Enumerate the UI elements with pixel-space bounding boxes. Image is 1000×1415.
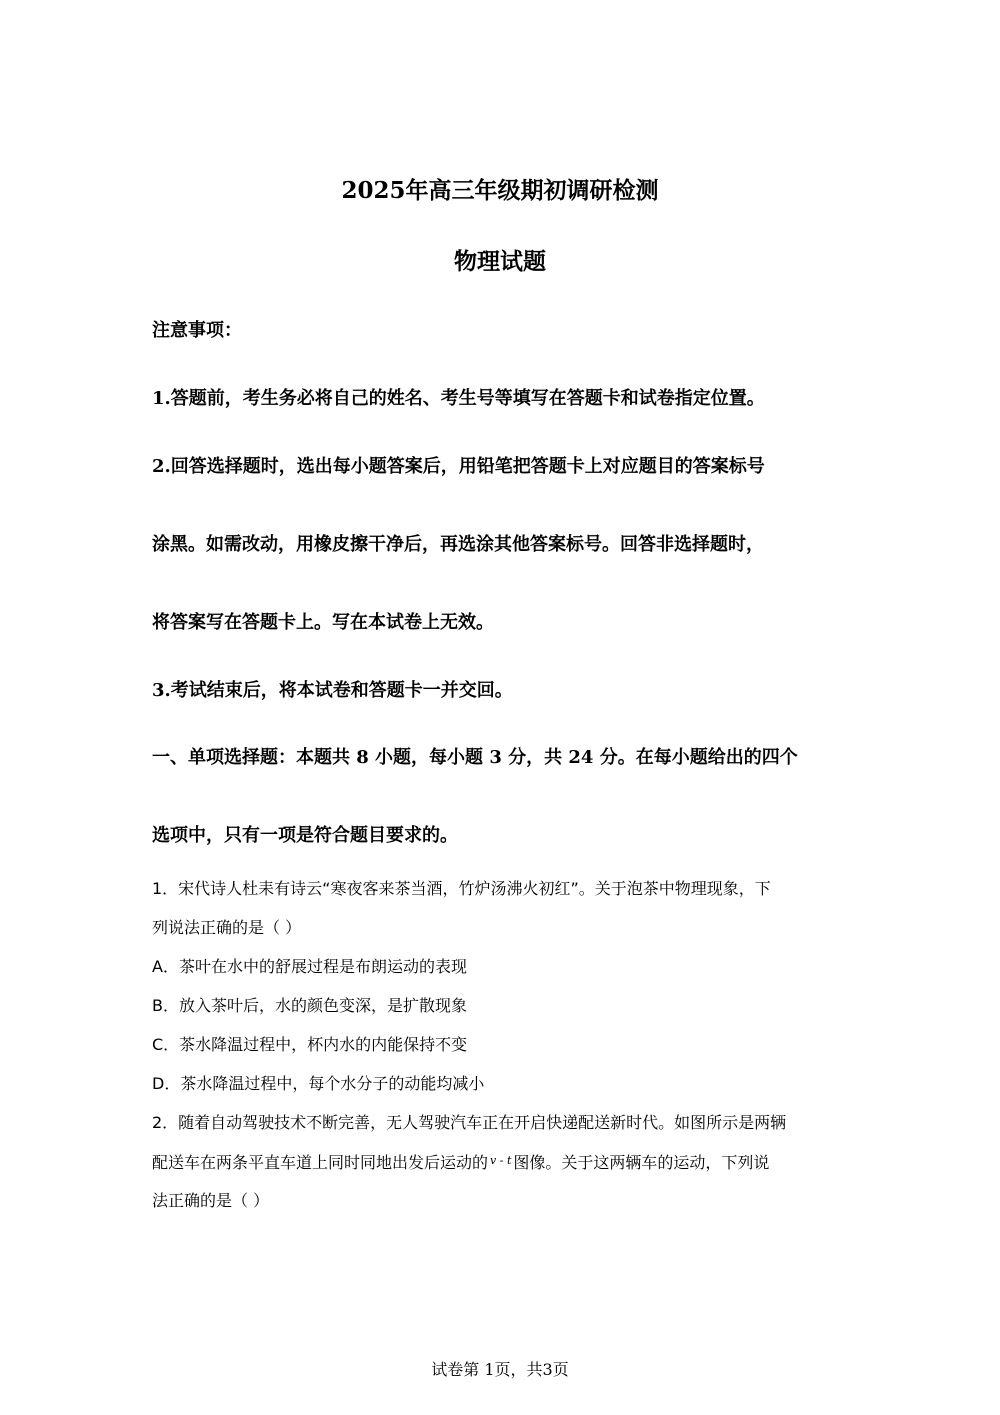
section-heading-line-2: 选项中，只有一项是符合题目要求的。 (152, 825, 458, 846)
question-2-stem-line-1: 2．随着自动驾驶技术不断完善，无人驾驶汽车正在开启快递配送新时代。如图所示是两辆 (152, 1113, 787, 1132)
question-2-stem-line-2-post: 图像。关于这两辆车的运动，下列说 (513, 1153, 770, 1172)
notice-item-3: 3.考试结束后，将本试卷和答题卡一并交回。 (152, 680, 513, 701)
vt-graph-variable: v - t (490, 1154, 512, 1167)
question-2-stem-line-3: 法正确的是（ ） (152, 1191, 270, 1210)
question-2-stem-line-2-pre: 配送车在两条平直车道上同时同地出发后运动的 (152, 1153, 489, 1172)
page-footer: 试卷第 1页，共3页 (431, 1360, 569, 1379)
question-1-option-d: D．茶水降温过程中，每个水分子的动能均减小 (152, 1074, 485, 1093)
notice-item-2-line-2: 涂黑。如需改动，用橡皮擦干净后，再选涂其他答案标号。回答非选择题时， (152, 534, 764, 555)
notice-heading: 注意事项： (152, 320, 242, 341)
question-1-option-b: B．放入茶叶后，水的颜色变深，是扩散现象 (152, 996, 467, 1015)
question-2-stem-line-2 (152, 1150, 769, 1173)
notice-item-1: 1.答题前，考生务必将自己的姓名、考生号等填写在答题卡和试卷指定位置。 (152, 388, 765, 409)
question-1-stem-line-1: 1．宋代诗人杜耒有诗云“寒夜客来茶当酒，竹炉汤沸火初红”。关于泡茶中物理现象，下 (152, 879, 771, 898)
exam-title: 2025年高三年级期初调研检测 (341, 177, 659, 204)
question-1-option-a: A．茶叶在水中的舒展过程是布朗运动的表现 (152, 957, 467, 976)
exam-subtitle: 物理试题 (454, 248, 546, 275)
question-1-option-c: C．茶水降温过程中，杯内水的内能保持不变 (152, 1035, 468, 1054)
notice-item-2-line-1: 2.回答选择题时，选出每小题答案后，用铅笔把答题卡上对应题目的答案标号 (152, 456, 765, 477)
section-heading-line-1: 一、单项选择题：本题共 8 小题，每小题 3 分，共 24 分。在每小题给出的四个 (152, 747, 798, 768)
question-1-stem-line-2: 列说法正确的是（ ） (152, 918, 302, 937)
notice-item-2-line-3: 将答案写在答题卡上。写在本试卷上无效。 (152, 612, 494, 633)
